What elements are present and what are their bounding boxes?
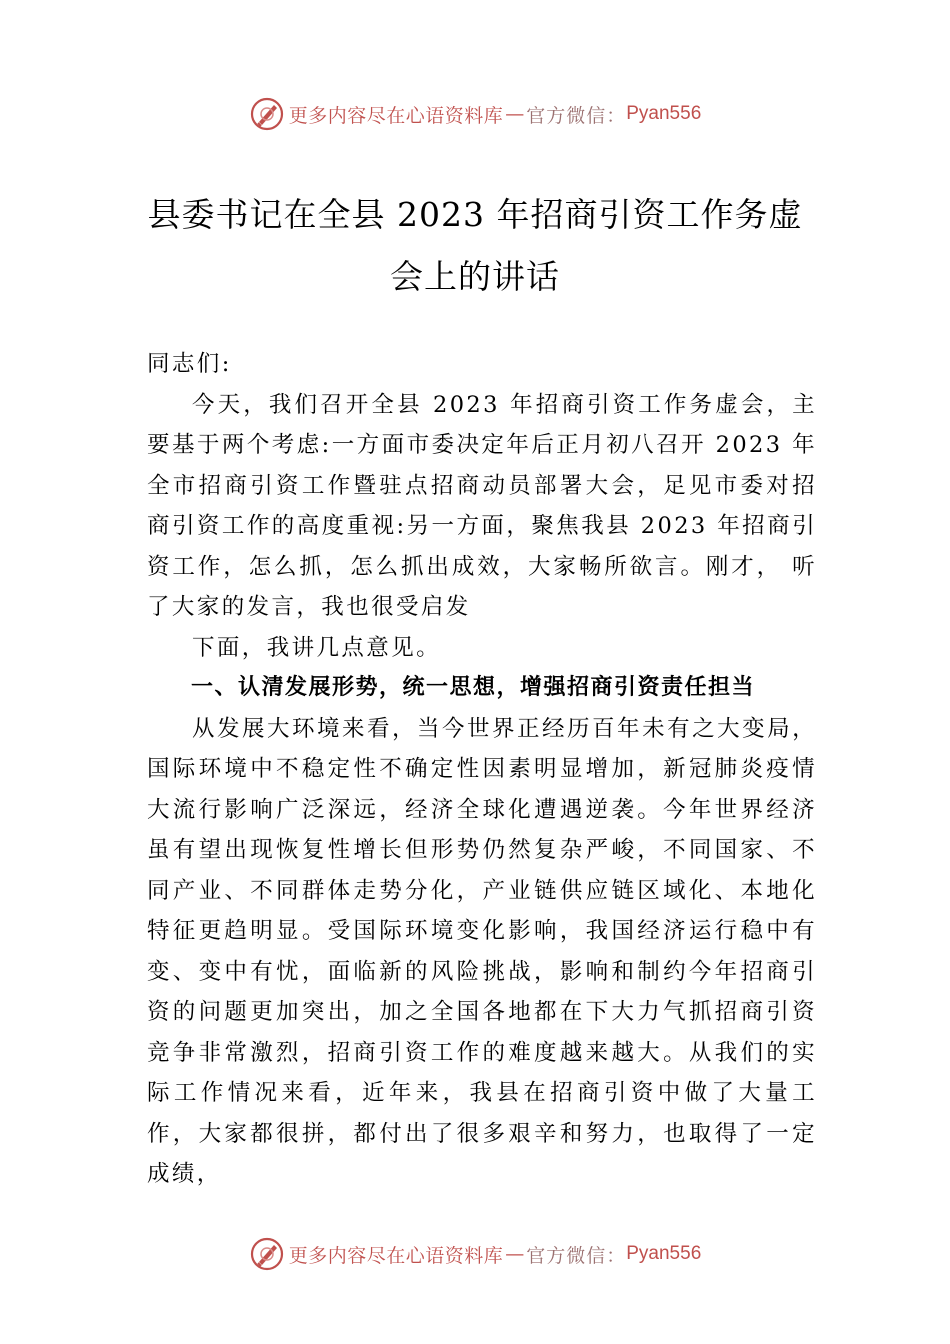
paragraph-1: 今天，我们召开全县 2023 年招商引资工作务虚会，主要基于两个考虑:一方面市委决定年后正月初八召开 2023 年全市招商引资工作暨驻点招商动员部署大会，足见市委对招商引资工作的高度重视:另一方面，聚焦我县 2023 年招商引资工作，怎么抓，怎么抓出成效，大家畅所欲言。刚才， 听了大家的发言，我也很受启发 bbox=[147, 391, 817, 620]
watermark-wechat-id: Pyan556 bbox=[626, 1243, 702, 1264]
title-line-1: 县委书记在全县 2023 年招商引资工作务虚 bbox=[147, 195, 803, 234]
title-line-2: 会上的讲话 bbox=[390, 257, 560, 296]
watermark-wechat-id: Pyan556 bbox=[626, 103, 702, 124]
pen-logo-icon bbox=[249, 1236, 285, 1272]
salutation: 同志们: bbox=[147, 351, 232, 377]
watermark-dash: — bbox=[505, 1243, 525, 1265]
paragraph-3: 从发展大环境来看，当今世界正经历百年未有之大变局，国际环境中不稳定性不确定性因素明显增加，新冠肺炎疫情大流行影响广泛深远，经济全球化遭遇逆袭。今年世界经济虽有望出现恢复性增长但形势仍然复杂严峻，不同国家、不同产业、不同群体走势分化，产业链供应链区域化、本地化特征更趋明显。受国际环境变化影响，我国经济运行稳中有变、变中有忧，面临新的风险挑战，影响和制约今年招商引资的问题更加突出，加之全国各地都在下大力气抓招商引资竞争非常激烈，招商引资工作的难度越来越大。从我们的实际工作情况来看，近年来，我县在招商引资中做了大量工作，大家都很拼，都付出了很多艰辛和努力，也取得了一定成绩， bbox=[147, 715, 817, 1187]
section-heading-1: 一、认清发展形势，统一思想，增强招商引资责任担当 bbox=[191, 675, 756, 700]
watermark-wechat-label: 官方微信： bbox=[526, 1244, 627, 1267]
watermark-banner-bottom bbox=[0, 1234, 950, 1274]
paragraph-2: 下面，我讲几点意见。 bbox=[192, 634, 442, 661]
watermark-site-text: 更多内容尽在心语资料库 bbox=[288, 1244, 504, 1267]
watermark-dash: — bbox=[505, 103, 525, 125]
watermark-wechat-label: 官方微信： bbox=[526, 104, 627, 127]
document-body bbox=[147, 344, 817, 1195]
document-title bbox=[100, 184, 850, 308]
pen-logo-icon bbox=[249, 96, 285, 132]
watermark-banner-top bbox=[0, 94, 950, 134]
watermark-site-text: 更多内容尽在心语资料库 bbox=[288, 104, 504, 127]
